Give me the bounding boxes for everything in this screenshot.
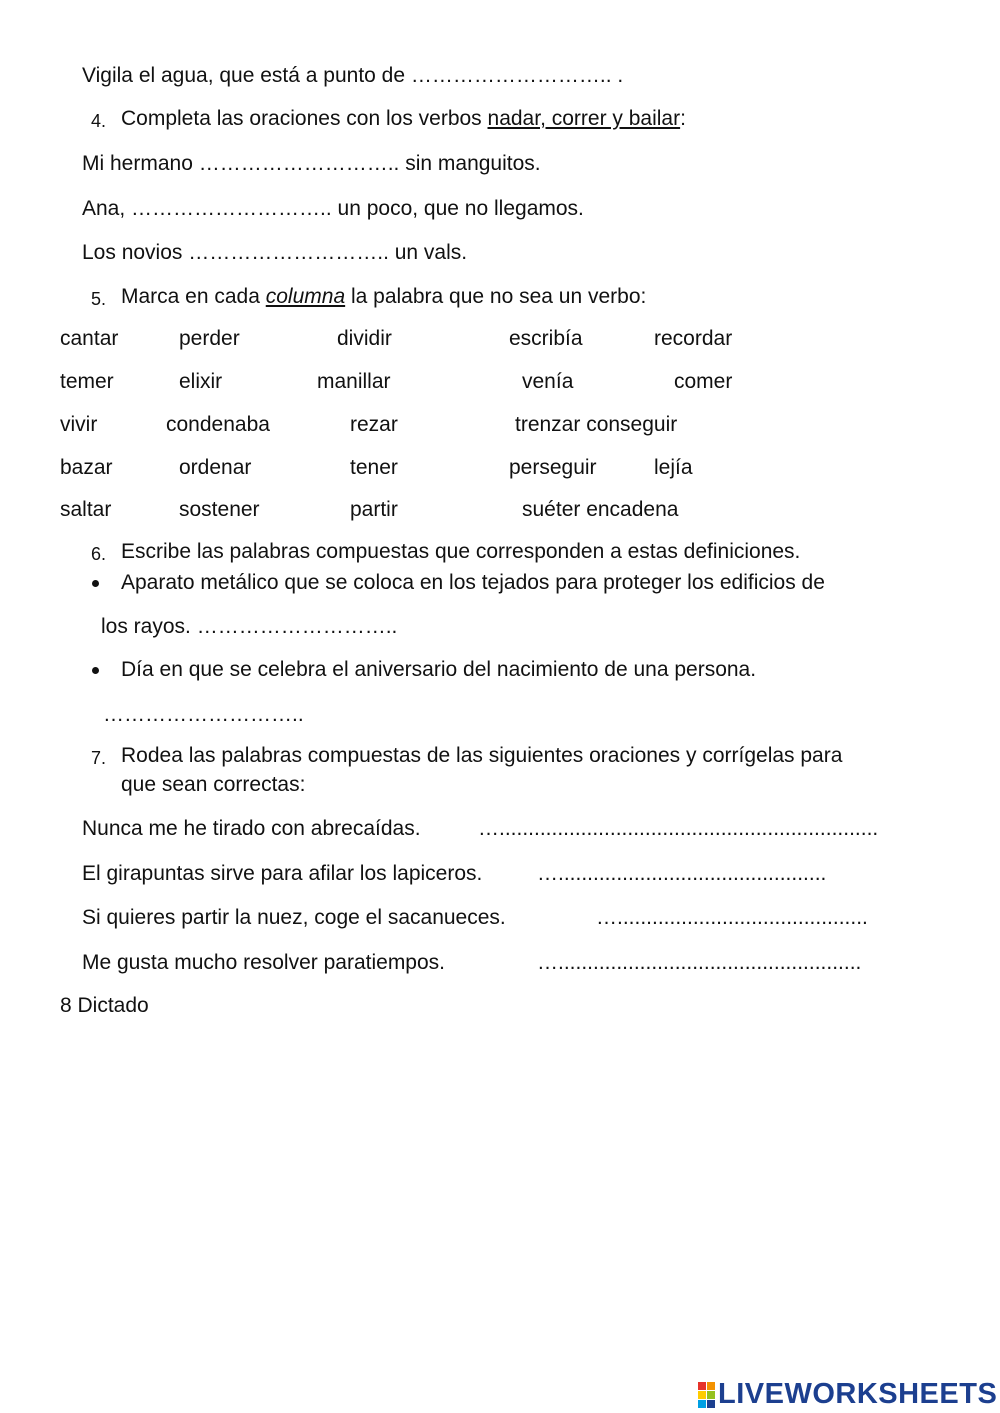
logo-square — [698, 1391, 706, 1399]
word-cell: condenaba — [166, 413, 270, 436]
word-cell: elixir — [179, 370, 223, 393]
definition-2-answer: ……………………….. — [103, 703, 304, 726]
word-cell: rezar — [350, 413, 398, 436]
compound-sentence: Nunca me he tirado con abrecaídas. — [82, 817, 421, 840]
word-cell: vivir — [60, 413, 98, 436]
question-7-number: 7. — [91, 748, 107, 768]
question-6-number: 6. — [91, 544, 107, 564]
question-4-verbs: nadar, correr y bailar — [487, 107, 681, 130]
answer-blank: …........................................... — [596, 906, 868, 929]
logo-square — [707, 1391, 715, 1399]
word-cell: tener — [350, 456, 398, 479]
word-cell: recordar — [654, 327, 733, 350]
question-6-prompt: Escribe las palabras compuestas que corresponden a estas definiciones. — [121, 540, 801, 563]
word-cell: bazar — [60, 456, 113, 479]
question-5-number: 5. — [91, 289, 107, 309]
word-cell: suéter encadena — [522, 498, 679, 521]
logo-square — [698, 1400, 706, 1408]
word-cell: manillar — [317, 370, 391, 393]
sentence-vigila: Vigila el agua, que está a punto de ……………………….. . — [82, 64, 624, 87]
answer-blank: ….............................................. — [537, 862, 827, 885]
liveworksheets-logo[interactable] — [698, 1378, 997, 1411]
logo-square — [707, 1400, 715, 1408]
word-cell: perseguir — [509, 456, 597, 479]
answer-blank: ….................................................... — [537, 951, 862, 974]
logo-text: LIVEWORKSHEETS — [718, 1378, 998, 1410]
compound-sentence: Me gusta mucho resolver paratiempos. — [82, 951, 445, 974]
word-cell: trenzar conseguir — [515, 413, 678, 436]
question-5-text-end: la palabra que no sea un verbo: — [345, 285, 647, 308]
compound-sentence: Si quieres partir la nuez, coge el sacanueces. — [82, 906, 506, 929]
question-4-prompt — [121, 107, 686, 131]
definition-2: Día en que se celebra el aniversario del nacimiento de una persona. — [121, 658, 757, 681]
question-4-text: Completa las oraciones con los verbos — [121, 107, 488, 130]
word-cell: escribía — [509, 327, 583, 350]
word-cell: partir — [350, 498, 398, 521]
definition-1-answer: los rayos. ……………………….. — [101, 615, 398, 638]
word-cell: ordenar — [179, 456, 252, 479]
word-cell: cantar — [60, 327, 119, 350]
word-cell: dividir — [337, 327, 392, 350]
logo-mark-icon — [698, 1382, 715, 1408]
sentence-mi-hermano: Mi hermano ……………………….. sin manguitos. — [82, 152, 541, 175]
logo-square — [707, 1382, 715, 1390]
question-5-emphasis: columna — [265, 285, 346, 308]
word-cell: perder — [179, 327, 240, 350]
word-cell: saltar — [60, 498, 112, 521]
question-7-prompt-line1: Rodea las palabras compuestas de las siguientes oraciones y corrígelas para — [121, 744, 843, 767]
question-8-dictado: 8 Dictado — [60, 994, 149, 1017]
bullet-icon — [92, 580, 99, 587]
question-7-prompt-line2: que sean correctas: — [121, 773, 306, 796]
sentence-ana: Ana, ……………………….. un poco, que no llegamos. — [82, 197, 584, 220]
word-cell: temer — [60, 370, 114, 393]
answer-blank: …................................................................. — [478, 817, 879, 840]
word-cell: sostener — [179, 498, 260, 521]
question-5-text: Marca en cada — [121, 285, 266, 308]
question-4-number: 4. — [91, 111, 107, 131]
question-4-colon: : — [680, 107, 686, 130]
word-cell: lejía — [654, 456, 693, 479]
compound-sentence: El girapuntas sirve para afilar los lapiceros. — [82, 862, 483, 885]
bullet-icon — [92, 667, 99, 674]
question-5-prompt — [121, 285, 646, 309]
word-cell: comer — [674, 370, 733, 393]
word-cell: venía — [522, 370, 574, 393]
definition-1: Aparato metálico que se coloca en los tejados para proteger los edificios de — [121, 571, 825, 594]
logo-square — [698, 1382, 706, 1390]
sentence-los-novios: Los novios ……………………….. un vals. — [82, 241, 468, 264]
